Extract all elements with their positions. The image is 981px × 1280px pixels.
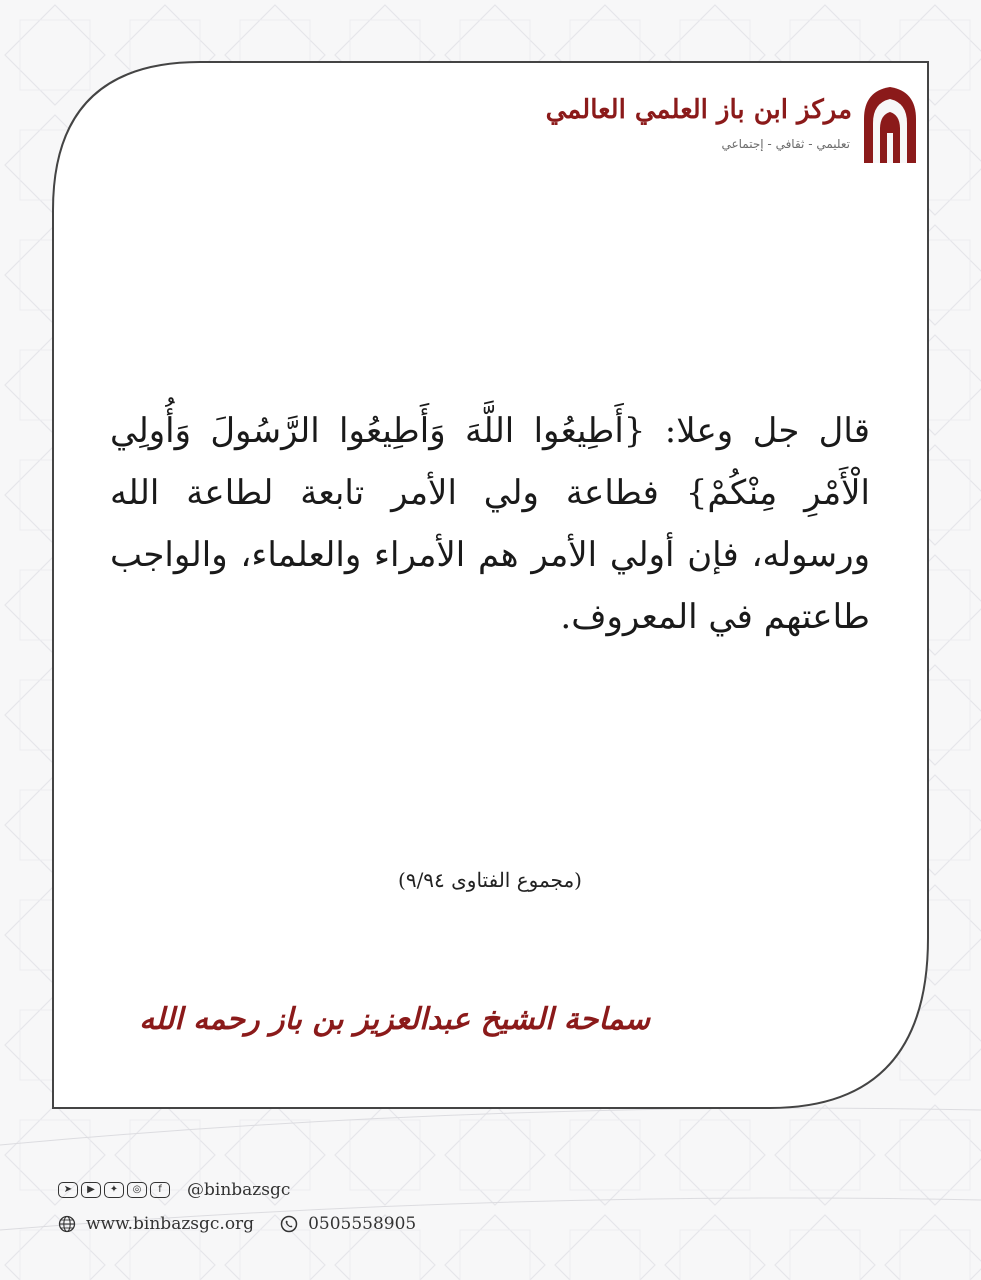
logo-subtitle: تعليمي - ثقافي - إجتماعي: [721, 137, 850, 151]
facebook-icon[interactable]: f: [150, 1182, 170, 1198]
quote-text: قال جل وعلا: {أَطِيعُوا اللَّهَ وَأَطِيعُوا الرَّسُولَ وَأُولِي الْأَمْرِ مِنْكُمْ} فطاعة ولي الأمر تابعة لطاعة الله ورسوله، فإن أولي الأمر هم الأمراء والعلماء، والواجب طاعتهم في المعروف.: [110, 411, 870, 637]
twitter-icon[interactable]: ✦: [104, 1182, 124, 1198]
author-signature: سماحة الشيخ عبدالعزيز بن باز رحمه الله: [139, 1002, 650, 1037]
quote-source: (مجموع الفتاوى ٩/٩٤): [398, 868, 582, 892]
globe-icon: [58, 1215, 76, 1233]
website-link[interactable]: www.binbazsgc.org: [86, 1214, 255, 1234]
youtube-icon[interactable]: ▶: [81, 1182, 101, 1198]
social-handle[interactable]: @binbazsgc: [187, 1180, 291, 1200]
instagram-icon[interactable]: ◎: [127, 1182, 147, 1198]
organization-logo: [545, 85, 920, 170]
contact-info: [58, 1212, 478, 1236]
footer: [58, 1178, 478, 1236]
telegram-icon[interactable]: ➤: [58, 1182, 78, 1198]
phone-number[interactable]: 0505558905: [308, 1214, 417, 1234]
whatsapp-icon: [280, 1215, 298, 1233]
mosque-arch-icon: [860, 85, 920, 165]
logo-title: مركز ابن باز العلمي العالمي: [545, 95, 852, 125]
social-links: [58, 1178, 478, 1202]
